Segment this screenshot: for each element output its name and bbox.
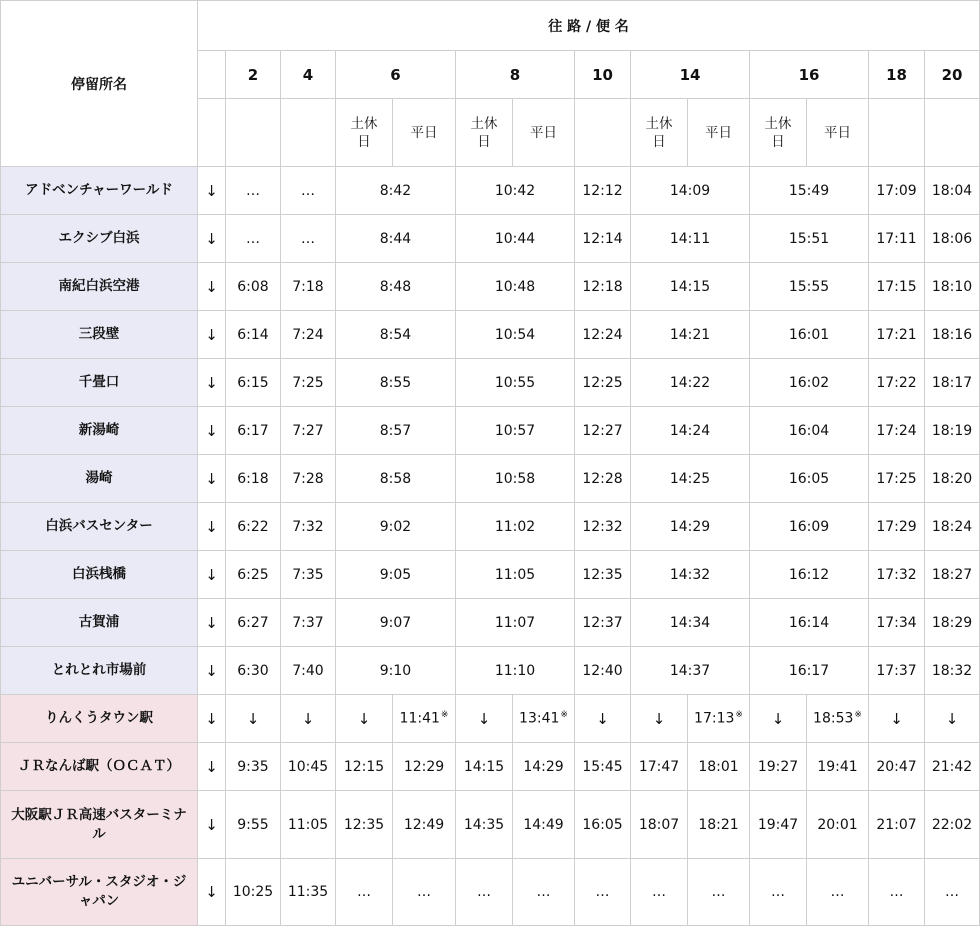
time-cell: 8:55 — [336, 359, 456, 407]
time-cell: 20:47 — [869, 743, 925, 791]
time-cell: 6:08 — [226, 263, 281, 311]
day-weekend-14: 土休日 — [631, 99, 688, 167]
time-cell: … — [807, 859, 869, 926]
time-cell: 18:21 — [688, 791, 750, 859]
time-cell: 18:20 — [925, 455, 980, 503]
time-cell: 10:25 — [226, 859, 281, 926]
time-cell: 16:05 — [750, 455, 869, 503]
stop-row — [1, 407, 980, 455]
trip-blank — [198, 51, 226, 99]
time-cell: 10:58 — [456, 455, 575, 503]
day-weekend-16: 土休日 — [750, 99, 807, 167]
note-mark: ※ — [560, 710, 568, 721]
arrow-cell: ↓ — [925, 695, 980, 743]
time-cell: 18:10 — [925, 263, 980, 311]
day-weekday-6: 平日 — [393, 99, 456, 167]
time-cell: 18:07 — [631, 791, 688, 859]
time-cell: 14:32 — [631, 551, 750, 599]
day-weekday-16: 平日 — [807, 99, 869, 167]
time-cell: 10:45 — [281, 743, 336, 791]
arrow-cell: ↓ — [198, 407, 226, 455]
time-cell: 22:02 — [925, 791, 980, 859]
time-cell: 12:24 — [575, 311, 631, 359]
arrow-cell: ↓ — [198, 263, 226, 311]
stop-name: 新湯崎 — [1, 407, 198, 455]
stop-name: 南紀白浜空港 — [1, 263, 198, 311]
time-cell: … — [281, 167, 336, 215]
time-cell: 17:25 — [869, 455, 925, 503]
stop-row — [1, 263, 980, 311]
stop-name: りんくうタウン駅 — [1, 695, 198, 743]
stop-name: 千畳口 — [1, 359, 198, 407]
time-cell: 14:15 — [456, 743, 513, 791]
stop-row — [1, 503, 980, 551]
trip-6: 6 — [336, 51, 456, 99]
time-cell: 8:58 — [336, 455, 456, 503]
time-cell: 19:47 — [750, 791, 807, 859]
arrow-cell: ↓ — [631, 695, 688, 743]
time-cell: 12:25 — [575, 359, 631, 407]
time-cell: … — [869, 859, 925, 926]
stop-name: ユニバーサル・スタジオ・ジャパン — [1, 859, 198, 926]
day-blank — [575, 99, 631, 167]
time-cell: 14:35 — [456, 791, 513, 859]
time-cell: 10:55 — [456, 359, 575, 407]
time-cell: 18:01 — [688, 743, 750, 791]
trip-18: 18 — [869, 51, 925, 99]
day-weekend-6: 土休日 — [336, 99, 393, 167]
time-cell: 17:34 — [869, 599, 925, 647]
time-cell: 18:24 — [925, 503, 980, 551]
arrow-cell: ↓ — [226, 695, 281, 743]
time-cell: 20:01 — [807, 791, 869, 859]
time-cell: 10:48 — [456, 263, 575, 311]
time-cell: 6:30 — [226, 647, 281, 695]
time-cell: 19:27 — [750, 743, 807, 791]
time-cell: 9:05 — [336, 551, 456, 599]
time-cell: 15:55 — [750, 263, 869, 311]
stop-name: エクシブ白浜 — [1, 215, 198, 263]
stop-name: 湯崎 — [1, 455, 198, 503]
arrow-cell: ↓ — [198, 551, 226, 599]
stop-row — [1, 215, 980, 263]
trip-10: 10 — [575, 51, 631, 99]
time-cell: 12:28 — [575, 455, 631, 503]
stop-row — [1, 551, 980, 599]
time-cell: 9:55 — [226, 791, 281, 859]
time-cell: 8:57 — [336, 407, 456, 455]
time-cell: 13:41※ — [513, 695, 575, 743]
time-cell: 16:14 — [750, 599, 869, 647]
day-weekday-14: 平日 — [688, 99, 750, 167]
time-cell: 10:42 — [456, 167, 575, 215]
arrow-cell: ↓ — [750, 695, 807, 743]
time-cell: 14:29 — [631, 503, 750, 551]
time-cell: 17:24 — [869, 407, 925, 455]
time-cell: 7:25 — [281, 359, 336, 407]
arrow-cell: ↓ — [198, 311, 226, 359]
stop-name: ＪＲなんば駅（ＯＣＡＴ） — [1, 743, 198, 791]
time-cell: 17:09 — [869, 167, 925, 215]
time-cell: 12:27 — [575, 407, 631, 455]
day-blank — [925, 99, 980, 167]
time-cell: … — [513, 859, 575, 926]
time-cell: 9:35 — [226, 743, 281, 791]
time-cell: 15:51 — [750, 215, 869, 263]
time-cell: 7:27 — [281, 407, 336, 455]
time-cell: … — [281, 215, 336, 263]
arrow-cell: ↓ — [575, 695, 631, 743]
time-cell: 6:15 — [226, 359, 281, 407]
arrow-cell: ↓ — [198, 791, 226, 859]
time-cell: 12:14 — [575, 215, 631, 263]
stop-name: とれとれ市場前 — [1, 647, 198, 695]
time-cell: … — [456, 859, 513, 926]
time-cell: 11:41※ — [393, 695, 456, 743]
arrow-cell: ↓ — [198, 167, 226, 215]
time-cell: 18:19 — [925, 407, 980, 455]
time-cell: 7:32 — [281, 503, 336, 551]
time-cell: … — [336, 859, 393, 926]
day-weekend-8: 土休日 — [456, 99, 513, 167]
time-cell: 12:15 — [336, 743, 393, 791]
time-cell: 17:22 — [869, 359, 925, 407]
note-mark: ※ — [735, 710, 743, 721]
day-blank — [281, 99, 336, 167]
time-cell: 12:40 — [575, 647, 631, 695]
time-cell: 12:35 — [575, 551, 631, 599]
time-cell: 11:05 — [456, 551, 575, 599]
time-cell: 17:32 — [869, 551, 925, 599]
time-cell: 7:37 — [281, 599, 336, 647]
arrow-cell: ↓ — [198, 647, 226, 695]
time-cell: 17:21 — [869, 311, 925, 359]
time-cell: 18:17 — [925, 359, 980, 407]
time-cell: 7:35 — [281, 551, 336, 599]
time-cell: 15:45 — [575, 743, 631, 791]
time-cell: 16:01 — [750, 311, 869, 359]
time-cell: … — [575, 859, 631, 926]
stop-name-header: 停留所名 — [1, 1, 198, 167]
time-cell: 17:13※ — [688, 695, 750, 743]
time-cell: 16:12 — [750, 551, 869, 599]
time-cell: 9:10 — [336, 647, 456, 695]
time-cell: 9:07 — [336, 599, 456, 647]
trip-16: 16 — [750, 51, 869, 99]
time-cell: 14:24 — [631, 407, 750, 455]
time-cell: … — [750, 859, 807, 926]
time-cell: 14:22 — [631, 359, 750, 407]
time-cell: 10:54 — [456, 311, 575, 359]
arrow-cell: ↓ — [198, 455, 226, 503]
time-cell: 14:29 — [513, 743, 575, 791]
time-cell: … — [925, 859, 980, 926]
arrow-cell: ↓ — [198, 359, 226, 407]
time-cell: 11:10 — [456, 647, 575, 695]
time-cell: 16:02 — [750, 359, 869, 407]
time-cell: 6:22 — [226, 503, 281, 551]
time-cell: 15:49 — [750, 167, 869, 215]
day-weekday-8: 平日 — [513, 99, 575, 167]
stop-row — [1, 791, 980, 859]
time-cell: 12:32 — [575, 503, 631, 551]
day-blank — [198, 99, 226, 167]
stop-row — [1, 647, 980, 695]
time-cell: … — [226, 215, 281, 263]
arrow-cell: ↓ — [198, 599, 226, 647]
trip-4: 4 — [281, 51, 336, 99]
arrow-cell: ↓ — [198, 695, 226, 743]
time-cell: 18:32 — [925, 647, 980, 695]
time-cell: 6:27 — [226, 599, 281, 647]
note-mark: ※ — [440, 710, 449, 721]
time-cell: 7:28 — [281, 455, 336, 503]
time-cell: 12:18 — [575, 263, 631, 311]
stop-row-rinku — [1, 695, 980, 743]
time-cell: 18:16 — [925, 311, 980, 359]
time-cell: 8:44 — [336, 215, 456, 263]
stop-row — [1, 743, 980, 791]
time-cell: 10:44 — [456, 215, 575, 263]
time-cell: 17:47 — [631, 743, 688, 791]
stop-row — [1, 859, 980, 926]
time-cell: 12:29 — [393, 743, 456, 791]
arrow-cell: ↓ — [198, 859, 226, 926]
time-cell: 16:05 — [575, 791, 631, 859]
note-mark: ※ — [854, 710, 862, 721]
time-cell: 12:12 — [575, 167, 631, 215]
time-cell: 12:49 — [393, 791, 456, 859]
time-cell: 21:07 — [869, 791, 925, 859]
stop-row — [1, 359, 980, 407]
time-cell: 6:25 — [226, 551, 281, 599]
stop-row — [1, 167, 980, 215]
time-cell: 18:04 — [925, 167, 980, 215]
time-cell: 17:11 — [869, 215, 925, 263]
trip-20: 20 — [925, 51, 980, 99]
time-cell: … — [226, 167, 281, 215]
stop-name: 三段壁 — [1, 311, 198, 359]
time-cell: … — [688, 859, 750, 926]
time-cell: 16:09 — [750, 503, 869, 551]
time-cell: 14:25 — [631, 455, 750, 503]
stop-row — [1, 311, 980, 359]
day-blank — [226, 99, 281, 167]
time-cell: 8:42 — [336, 167, 456, 215]
time-cell: 6:14 — [226, 311, 281, 359]
trip-8: 8 — [456, 51, 575, 99]
time-cell: 7:40 — [281, 647, 336, 695]
time-cell: 18:06 — [925, 215, 980, 263]
stop-name: 白浜バスセンター — [1, 503, 198, 551]
time-cell: 14:34 — [631, 599, 750, 647]
time-cell: 21:42 — [925, 743, 980, 791]
time-cell: 6:18 — [226, 455, 281, 503]
time-cell: 19:41 — [807, 743, 869, 791]
time-cell: 11:02 — [456, 503, 575, 551]
time-cell: 16:04 — [750, 407, 869, 455]
time-cell: 18:53※ — [807, 695, 869, 743]
time-cell: 12:35 — [336, 791, 393, 859]
arrow-cell: ↓ — [281, 695, 336, 743]
time-cell: 17:15 — [869, 263, 925, 311]
time-cell: 17:37 — [869, 647, 925, 695]
stop-row — [1, 599, 980, 647]
arrow-cell: ↓ — [336, 695, 393, 743]
time-cell: 8:54 — [336, 311, 456, 359]
time-cell: 14:09 — [631, 167, 750, 215]
time-cell: 17:29 — [869, 503, 925, 551]
time-cell: 8:48 — [336, 263, 456, 311]
time-cell: 14:37 — [631, 647, 750, 695]
time-cell: … — [631, 859, 688, 926]
arrow-cell: ↓ — [198, 743, 226, 791]
arrow-cell: ↓ — [456, 695, 513, 743]
arrow-cell: ↓ — [198, 503, 226, 551]
time-cell: 18:29 — [925, 599, 980, 647]
trip-14: 14 — [631, 51, 750, 99]
stop-name: 古賀浦 — [1, 599, 198, 647]
time-cell: 11:07 — [456, 599, 575, 647]
time-cell: 18:27 — [925, 551, 980, 599]
time-cell: 12:37 — [575, 599, 631, 647]
header-route-row — [1, 1, 980, 51]
time-cell: 14:15 — [631, 263, 750, 311]
trip-2: 2 — [226, 51, 281, 99]
time-cell: 9:02 — [336, 503, 456, 551]
time-cell: 10:57 — [456, 407, 575, 455]
time-cell: 7:24 — [281, 311, 336, 359]
time-cell: 14:49 — [513, 791, 575, 859]
arrow-cell: ↓ — [198, 215, 226, 263]
time-cell: 11:35 — [281, 859, 336, 926]
stop-row — [1, 455, 980, 503]
stop-name: アドベンチャーワールド — [1, 167, 198, 215]
day-blank — [869, 99, 925, 167]
time-cell: … — [393, 859, 456, 926]
time-cell: 14:21 — [631, 311, 750, 359]
route-header: 往 路 / 便 名 — [198, 1, 980, 51]
stop-name: 白浜桟橋 — [1, 551, 198, 599]
arrow-cell: ↓ — [869, 695, 925, 743]
time-cell: 14:11 — [631, 215, 750, 263]
time-cell: 11:05 — [281, 791, 336, 859]
stop-name: 大阪駅ＪＲ高速バスターミナル — [1, 791, 198, 859]
time-cell: 6:17 — [226, 407, 281, 455]
time-cell: 16:17 — [750, 647, 869, 695]
time-cell: 7:18 — [281, 263, 336, 311]
